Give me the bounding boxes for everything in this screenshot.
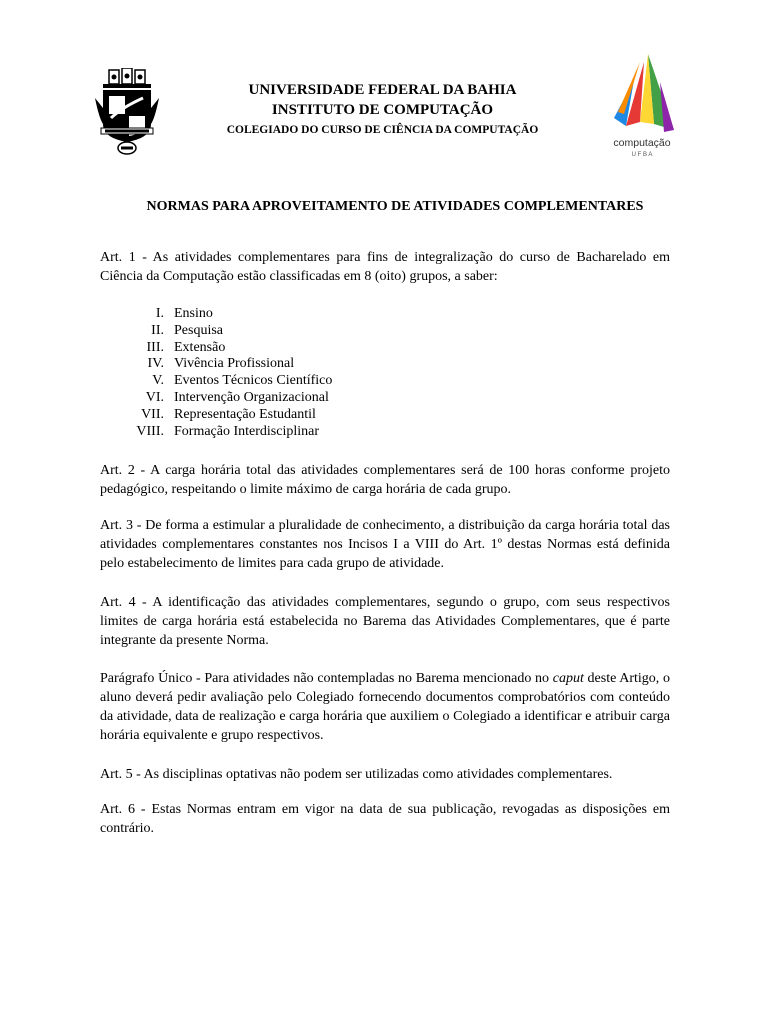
list-item [100,390,500,407]
list-item-number: I. [155,306,164,321]
article-1: Art. 1 - As atividades complementares para fins de integralização do curso de Bacharelado em Ciência da Computação estão classificadas em 8 (oito) grupos, a saber: [100,250,670,284]
article-2: Art. 2 - A carga horária total das atividades complementares será de 100 horas conforme projeto pedagógico, respeitando o limite máximo de carga horária de cada grupo. [100,463,670,497]
list-item-label: Extensão [174,339,226,355]
institute-name: INSTITUTO DE COMPUTAÇÃO [271,102,494,118]
document-title: NORMAS PARA APROVEITAMENTO DE ATIVIDADES COMPLEMENTARES [146,199,644,214]
list-item [100,306,500,323]
computacao-ufba-logo-icon [604,52,680,158]
groups-list [100,306,500,440]
paragrafo-unico [100,669,670,745]
collegiate-name: COLEGIADO DO CURSO DE CIÊNCIA DA COMPUTAÇÃO [226,124,539,136]
university-name: UNIVERSIDADE FEDERAL DA BAHIA [248,82,517,98]
list-item-number: III. [146,339,164,355]
list-item [100,323,500,340]
list-item-label: Formação Interdisciplinar [174,423,320,439]
list-item-number: VII. [141,406,164,422]
list-item [100,373,500,390]
list-item-label: Vivência Profissional [174,356,295,372]
document-header [170,80,595,140]
article-6: Art. 6 - Estas Normas entram em vigor na data de sua publicação, revogadas as disposições em contrário. [100,802,670,836]
list-item-number: IV. [147,356,164,372]
list-item-label: Representação Estudantil [174,406,316,422]
list-item-number: VIII. [136,423,164,439]
article-5: Art. 5 - As disciplinas optativas não podem ser utilizadas como atividades complementares. [100,767,613,782]
paragrafo-text-before: Parágrafo Único - Para atividades não contempladas no Barema mencionado no [100,671,553,686]
article-4: Art. 4 - A identificação das atividades complementares, segundo o grupo, com seus respectivos limites de carga horária está estabelecida no Barema das Atividades Complementares, que é parte integrante da presente Norma. [100,595,670,648]
paragrafo-text-italic: caput [552,671,584,686]
list-item [100,356,500,373]
logo-text-main: computação [613,137,671,149]
paragrafo-text-after: deste Artigo, o aluno deverá pedir avaliação pelo Colegiado fornecendo documentos comprobatórios com conteúdo da atividade, data de realização e carga horária que auxiliem o Colegiado a identificar e atribuir carga horária equivalente e grupo respectivos. [100,671,670,743]
list-item-number: II. [151,322,164,338]
list-item-label: Intervenção Organizacional [174,389,329,405]
ufba-crest-icon [95,68,159,158]
article-3: Art. 3 - De forma a estimular a pluralidade de conhecimento, a distribuição da carga horária total das atividades complementares constantes nos Incisos I a VIII do Art. 1º destas Normas está definida pelo estabelecimento de limites para cada grupo de atividade. [100,518,670,571]
list-item-label: Ensino [174,306,213,321]
list-item-number: V. [152,373,164,389]
list-item-label: Pesquisa [174,322,223,338]
list-item [100,340,500,357]
list-item-label: Eventos Técnicos Científico [174,373,333,389]
list-item-number: VI. [145,389,164,405]
logo-text-sub: U F B A [631,152,653,158]
list-item [100,407,500,424]
list-item [100,424,500,441]
